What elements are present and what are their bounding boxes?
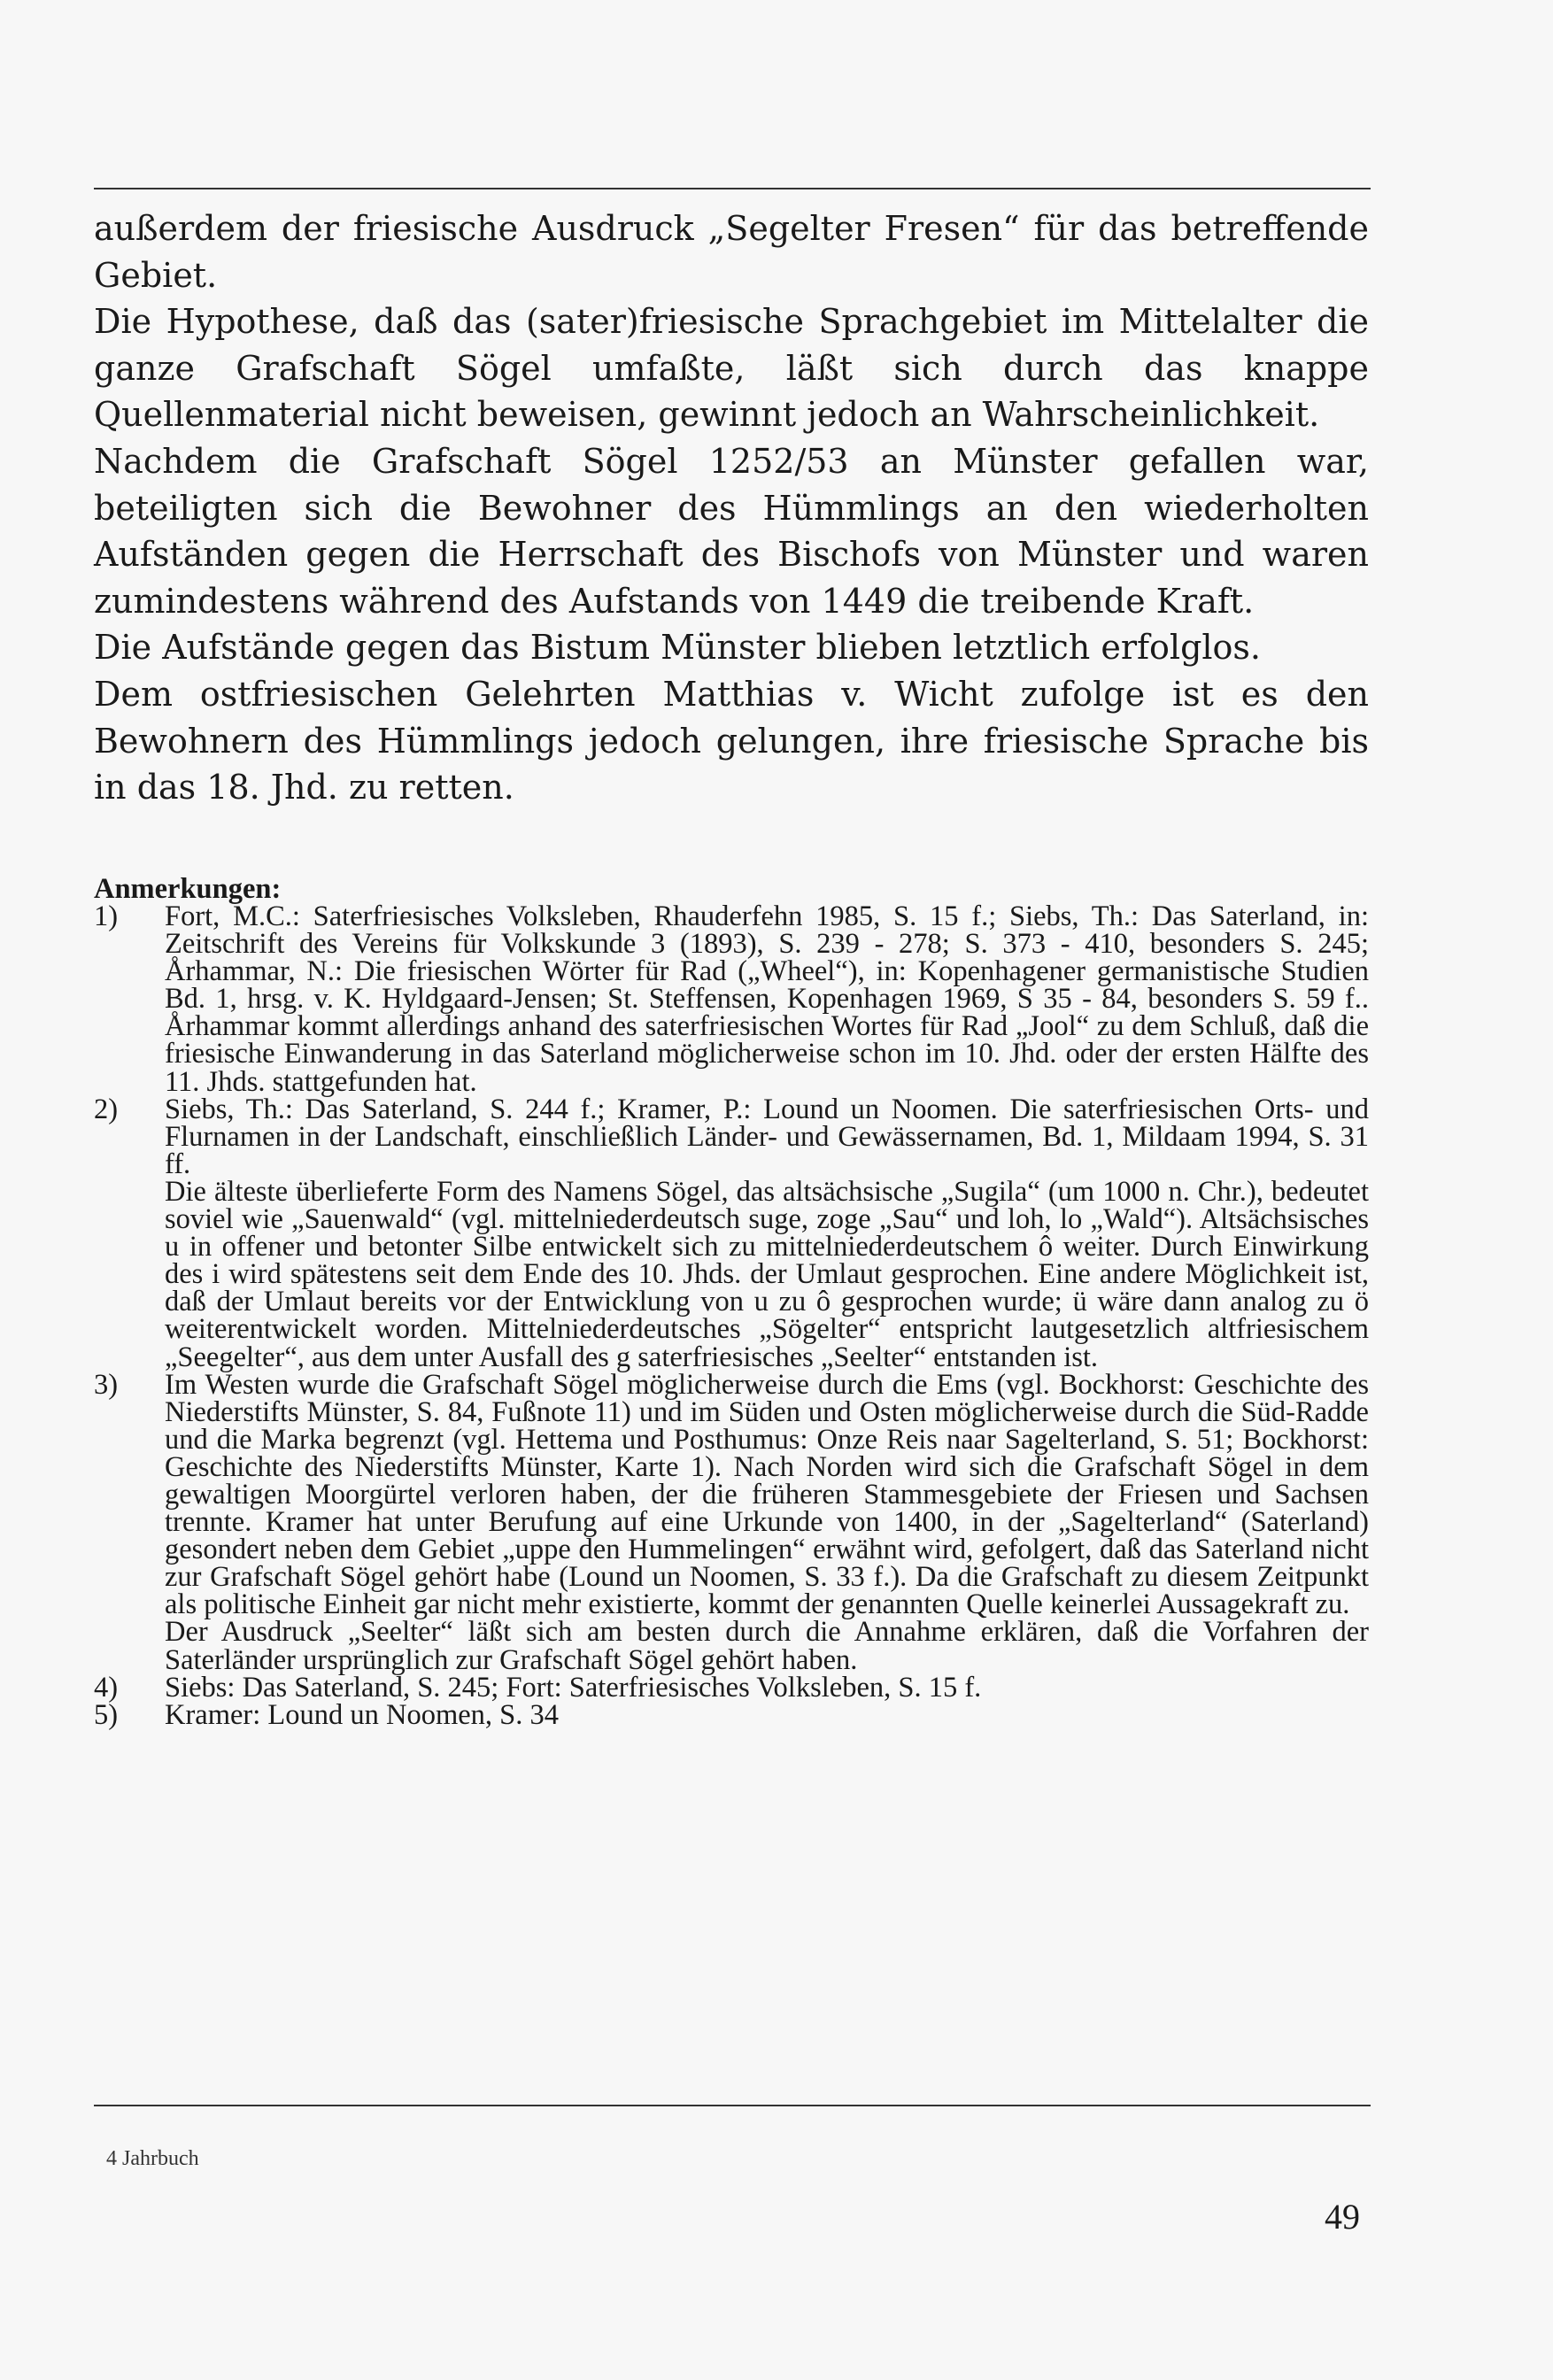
note-item <box>94 900 1369 1098</box>
bottom-rule <box>94 2105 1371 2106</box>
notes-section <box>94 875 1369 1729</box>
note-item <box>94 1093 1369 1373</box>
main-paragraph: Die Aufstände gegen das Bistum Münster blieben letztlich erfolglos. <box>94 628 1262 668</box>
note-paragraph: Die älteste überlieferte Form des Namens Sögel, das altsächsische „Sugila“ (um 1000 n. Chr.), bedeutet soviel wie „Sauenwald“ (vgl. mittelniederdeutsch suge, zoge „Sau“ und loh, lo „Wald“). Altsächsisches u in offener und betonter Silbe entwickelt sich zu mittelniederdeutschem ô weiter. Durch Einwirkung des i wird spätestens seit dem Ende des 10. Jhds. der Umlaut gesprochen. Eine andere Möglichkeit ist, daß der Umlaut bereits vor der Entwicklung von u zu ô gesprochen wurde; ü wäre dann analog zu ö weiterentwickelt worden. Mittelniederdeutsches „Sögelter“ entspricht lautgesetzlich altfriesischem „Seegelter“, aus dem unter Ausfall des g saterfriesisches „Seelter“ entstanden ist. <box>165 1175 1369 1373</box>
main-paragraph: Dem ostfriesischen Gelehrten Matthias v. Wicht zufolge ist es den Bewohnern des Hümmlings jedoch gelungen, ihre friesische Sprache bis in das 18. Jhd. zu retten. <box>94 674 1369 808</box>
footer-label: 4 Jahrbuch <box>106 2147 199 2170</box>
top-rule <box>94 188 1371 189</box>
note-body <box>165 1093 1369 1373</box>
note-paragraph: Der Ausdruck „Seelter“ läßt sich am besten durch die Annahme erklären, daß die Vorfahren der Saterländer ursprünglich zur Grafschaft Sögel gehört haben. <box>165 1616 1369 1676</box>
note-paragraph: Siebs, Th.: Das Saterland, S. 244 f.; Kramer, P.: Lound un Noomen. Die saterfriesischen Orts- und Flurnamen in der Landschaft, einschließlich Länder- und Gewässernamen, Bd. 1, Mildaam 1994, S. 31 ff. <box>165 1093 1369 1180</box>
note-item <box>94 1698 1369 1731</box>
note-paragraph: Siebs: Das Saterland, S. 245; Fort: Saterfriesisches Volksleben, S. 15 f. <box>165 1671 982 1704</box>
note-paragraph: Im Westen wurde die Grafschaft Sögel möglicherweise durch die Ems (vgl. Bockhorst: Geschichte des Niederstifts Münster, S. 84, Fußnote 11) und im Süden und Osten möglicherweise durch die Süd-Radde und die Marka begrenzt (vgl. Hettema und Posthumus: Onze Reis naar Sagelterland, S. 51; Bockhorst: Geschichte des Niederstifts Münster, Karte 1). Nach Norden wird sich die Grafschaft Sögel in dem gewaltigen Moorgürtel verloren haben, der die früheren Stammesgebiete der Friesen und Sachsen trennte. Kramer hat unter Berufung auf eine Urkunde von 1400, in der „Sagelterland“ (Saterland) gesondert neben dem Gebiet „uppe den Hummelingen“ erwähnt wird, gefolgert, daß das Saterland nicht zur Grafschaft Sögel gehört habe (Lound un Noomen, S. 33 f.). Da die Grafschaft zu diesem Zeitpunkt als politische Einheit gar nicht mehr existierte, kommt der genannten Quelle keinerlei Aussagekraft zu. <box>165 1368 1369 1621</box>
note-number: 5) <box>94 1698 119 1731</box>
note-number: 2) <box>94 1093 119 1125</box>
note-paragraph: Kramer: Lound un Noomen, S. 34 <box>165 1698 560 1731</box>
note-number: 4) <box>94 1671 119 1704</box>
note-number: 3) <box>94 1368 119 1401</box>
main-paragraph: Nachdem die Grafschaft Sögel 1252/53 an Münster gefallen war, beteiligten sich die Bewohner des Hümmlings an den wiederholten Aufständen gegen die Herrschaft des Bischofs von Münster und waren zumindestens während des Aufstands von 1449 die treibende Kraft. <box>94 441 1369 621</box>
note-body <box>165 1368 1369 1676</box>
note-body <box>165 900 1369 1098</box>
main-paragraph: außerdem der friesische Ausdruck „Segelter Fresen“ für das betreffende Gebiet. <box>94 209 1369 295</box>
page-number: 49 <box>1325 2197 1360 2237</box>
main-text <box>94 205 1369 811</box>
note-item <box>94 1671 1369 1704</box>
main-paragraph: Die Hypothese, daß das (sater)friesische Sprachgebiet im Mittelalter die ganze Grafschaft Sögel umfaßte, läßt sich durch das knappe Quellenmaterial nicht beweisen, gewinnt jedoch an Wahrscheinlichkeit. <box>94 302 1369 435</box>
note-body <box>165 1698 1369 1731</box>
notes-heading: Anmerkungen: <box>94 873 282 905</box>
note-number: 1) <box>94 900 119 932</box>
note-item <box>94 1368 1369 1676</box>
note-body <box>165 1671 1369 1704</box>
note-paragraph: Fort, M.C.: Saterfriesisches Volksleben, Rhauderfehn 1985, S. 15 f.; Siebs, Th.: Das Saterland, in: Zeitschrift des Vereins für Volkskunde 3 (1893), S. 239 - 278; S. 373 - 410, besonders S. 245; Århammar, N.: Die friesischen Wörter für Rad („Wheel“), in: Kopenhagener germanistische Studien Bd. 1, hrsg. v. K. Hyldgaard-Jensen; St. Steffensen, Kopenhagen 1969, S 35 - 84, besonders S. 59 f.. Århammar kommt allerdings anhand des saterfriesischen Wortes für Rad „Jool“ zu dem Schluß, daß die friesische Einwanderung in das Saterland möglicherweise schon im 10. Jhd. oder der ersten Hälfte des 11. Jhds. stattgefunden hat. <box>165 900 1369 1098</box>
